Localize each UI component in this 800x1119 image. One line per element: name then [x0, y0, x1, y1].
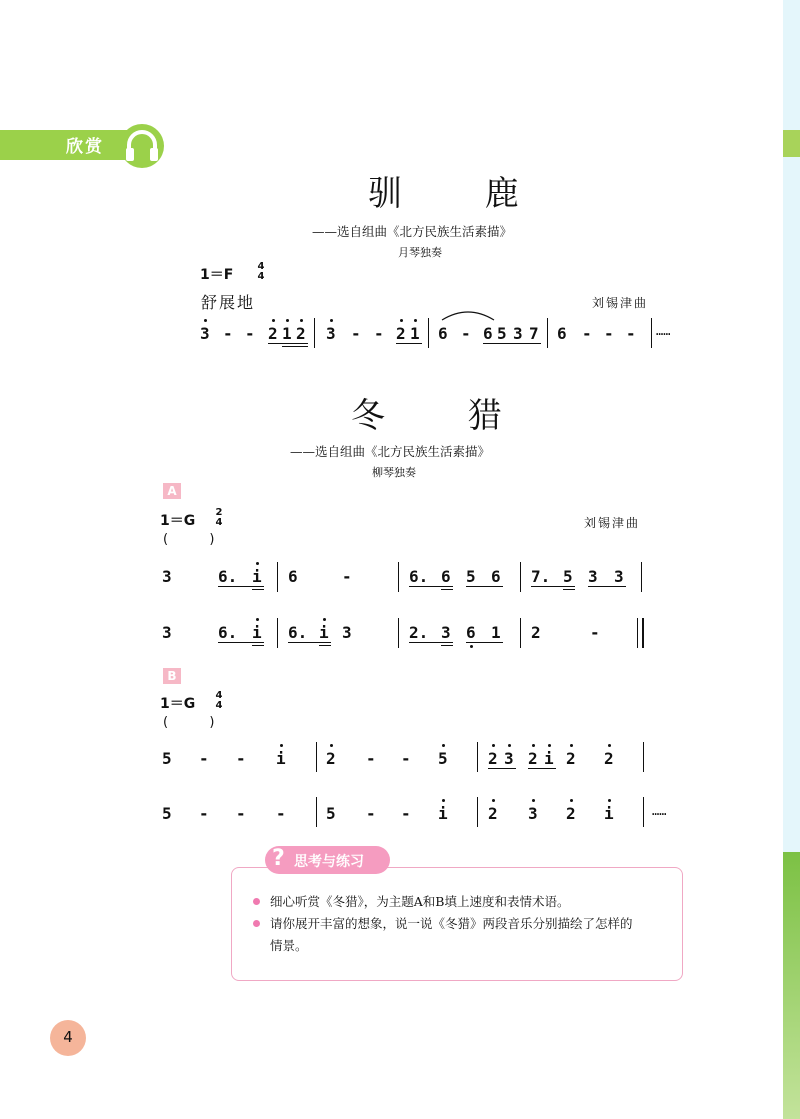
time-bottom: 4 [215, 517, 223, 528]
note: i [252, 567, 262, 586]
note: 6 [483, 324, 493, 343]
octave-dot [400, 319, 403, 322]
note: i [544, 749, 554, 768]
note: - [604, 324, 614, 343]
note: 5 [563, 567, 573, 586]
note: - [199, 804, 209, 823]
note: 3 [504, 749, 514, 768]
octave-dot [300, 319, 303, 322]
note: 3 [588, 567, 598, 586]
note: 2 [326, 749, 336, 768]
section-b-time-signature [214, 691, 224, 711]
beam-line [288, 642, 331, 643]
octave-dot [330, 319, 333, 322]
note: 6 [491, 567, 501, 586]
octave-dot [570, 799, 573, 802]
practice-question-2: 请你展开丰富的想象，说一说《冬猎》两段音乐分别描绘了怎样的 [270, 916, 633, 931]
piece1-time-signature [256, 262, 266, 282]
note: - [374, 324, 384, 343]
octave-dot [608, 799, 611, 802]
barline [477, 742, 478, 772]
note: - [590, 623, 600, 642]
beam-line [441, 645, 453, 646]
piece2-composer: 刘锡津曲 [584, 516, 641, 530]
note: 2 [268, 324, 278, 343]
octave-dot [286, 319, 289, 322]
octave-dot [204, 319, 207, 322]
barline [641, 562, 642, 592]
note: 7. [531, 567, 551, 586]
piece1-subtitle: ——选自组曲《北方民族生活素描》 [312, 224, 513, 239]
section-b-blank-brackets: ( ) [163, 715, 215, 730]
octave-dot [442, 744, 445, 747]
note: 6. [409, 567, 429, 586]
note: - [223, 324, 233, 343]
beam-line [531, 586, 575, 587]
octave-dot [272, 319, 275, 322]
note: 5 [326, 804, 336, 823]
final-barline-thick [642, 618, 644, 648]
piece1-tempo: 舒展地 [201, 293, 256, 312]
note: 5 [162, 749, 172, 768]
note: - [366, 749, 376, 768]
note: - [401, 749, 411, 768]
note: - [626, 324, 636, 343]
section-a-time-signature [214, 508, 224, 528]
beam-line [588, 586, 626, 587]
octave-dot [608, 744, 611, 747]
beam-line [268, 343, 308, 344]
barline [643, 742, 644, 772]
beam-line [441, 589, 453, 590]
note: - [276, 804, 286, 823]
note: 3 [513, 324, 523, 343]
time-bottom: 4 [215, 700, 223, 711]
time-top: 2 [215, 507, 223, 518]
octave-dot [414, 319, 417, 322]
note: 6. [218, 623, 238, 642]
note: - [366, 804, 376, 823]
beam-line [218, 586, 264, 587]
octave-dot [492, 744, 495, 747]
piece1-performance: 月琴独奏 [398, 246, 442, 259]
piece1-title: 驯 鹿 [368, 174, 555, 214]
beam-line [466, 586, 503, 587]
note: 3 [162, 623, 172, 642]
time-top: 4 [257, 261, 265, 272]
section-tab-label: 欣赏 [66, 137, 104, 157]
note: 1 [491, 623, 501, 642]
note: 2 [604, 749, 614, 768]
note: i [276, 749, 286, 768]
barline [651, 318, 652, 348]
note: 3 [326, 324, 336, 343]
barline [477, 797, 478, 827]
barline [398, 618, 399, 648]
bullet-icon [253, 920, 260, 927]
note: 2 [488, 804, 498, 823]
note: - [236, 804, 246, 823]
note: i [604, 804, 614, 823]
time-top: 4 [215, 690, 223, 701]
note: 5 [497, 324, 507, 343]
note: 2 [396, 324, 406, 343]
barline [428, 318, 429, 348]
barline [398, 562, 399, 592]
note: 2 [296, 324, 306, 343]
barline [547, 318, 548, 348]
edge-stripe-bottom [783, 852, 800, 1119]
note: 2 [566, 749, 576, 768]
piece1-composer: 刘锡津曲 [592, 296, 649, 310]
beam-line [483, 343, 541, 344]
note: 1 [410, 324, 420, 343]
edge-stripe-top [783, 0, 800, 130]
note: 3 [614, 567, 624, 586]
beam-line [282, 346, 308, 347]
note: - [401, 804, 411, 823]
barline [277, 562, 278, 592]
piece2-subtitle: ——选自组曲《北方民族生活素描》 [290, 444, 491, 459]
note: - [236, 749, 246, 768]
note: i [252, 623, 262, 642]
note: 3 [200, 324, 210, 343]
piece2-title: 冬 猎 [351, 396, 538, 436]
note: - [582, 324, 592, 343]
note: i [438, 804, 448, 823]
barline [643, 797, 644, 827]
barline [520, 562, 521, 592]
beam-line [252, 645, 264, 646]
note: 5 [466, 567, 476, 586]
final-barline-thin [637, 618, 638, 648]
beam-line [466, 642, 503, 643]
bullet-icon [253, 898, 260, 905]
headphones-icon [118, 123, 166, 169]
section-a-tag: A [163, 483, 181, 499]
note: - [351, 324, 361, 343]
barline [316, 797, 317, 827]
note: - [342, 567, 352, 586]
continuation-dots: …… [656, 324, 671, 338]
octave-dot [508, 744, 511, 747]
note: 2 [531, 623, 541, 642]
octave-dot [330, 744, 333, 747]
beam-line [218, 642, 264, 643]
practice-question-2-continued: 情景。 [270, 938, 308, 953]
note: 6. [218, 567, 238, 586]
note: 7 [529, 324, 539, 343]
beam-line [396, 343, 422, 344]
note: 3 [342, 623, 352, 642]
piece2-performance: 柳琴独奏 [372, 466, 416, 479]
note: 6 [288, 567, 298, 586]
barline [316, 742, 317, 772]
note: 5 [438, 749, 448, 768]
octave-dot [323, 618, 326, 621]
note: 2 [528, 749, 538, 768]
octave-dot [570, 744, 573, 747]
note: 3 [528, 804, 538, 823]
practice-question-1: 细心听赏《冬猎》，为主题A和B填上速度和表情术语。 [270, 894, 570, 909]
continuation-dots: …… [652, 804, 667, 818]
question-mark-icon: ? [272, 846, 285, 871]
note: 5 [162, 804, 172, 823]
edge-stripe-marker [783, 130, 800, 157]
octave-dot [532, 744, 535, 747]
page-number: 4 [63, 1028, 73, 1046]
section-b-tag: B [163, 668, 181, 684]
note: 2 [488, 749, 498, 768]
piece1-key: 1＝F [200, 267, 234, 283]
barline [314, 318, 315, 348]
octave-dot [532, 799, 535, 802]
section-b-key: 1＝G [160, 696, 196, 712]
note: 2 [566, 804, 576, 823]
octave-dot [442, 799, 445, 802]
octave-dot [492, 799, 495, 802]
tie-arc [440, 308, 496, 322]
note: - [199, 749, 209, 768]
barline [520, 618, 521, 648]
beam-line [319, 645, 331, 646]
section-a-blank-brackets: ( ) [163, 532, 215, 547]
note: - [245, 324, 255, 343]
note: 6 [438, 324, 448, 343]
section-a-key: 1＝G [160, 513, 196, 529]
note: 2. [409, 623, 429, 642]
octave-dot [256, 618, 259, 621]
note: i [319, 623, 329, 642]
note: 1 [282, 324, 292, 343]
beam-line [252, 589, 264, 590]
note: 3 [441, 623, 451, 642]
time-bottom: 4 [257, 271, 265, 282]
note: - [461, 324, 471, 343]
octave-dot [256, 562, 259, 565]
note: 3 [162, 567, 172, 586]
low-octave-dot [470, 645, 473, 648]
note: 6 [466, 623, 476, 642]
note: 6. [288, 623, 308, 642]
octave-dot [280, 744, 283, 747]
practice-label: 思考与练习 [294, 854, 364, 870]
beam-line [528, 768, 556, 769]
octave-dot [548, 744, 551, 747]
barline [277, 618, 278, 648]
note: 6 [557, 324, 567, 343]
edge-stripe-middle [783, 157, 800, 852]
note: 6 [441, 567, 451, 586]
beam-line [488, 768, 516, 769]
beam-line [563, 589, 575, 590]
beam-line [409, 586, 453, 587]
beam-line [409, 642, 453, 643]
